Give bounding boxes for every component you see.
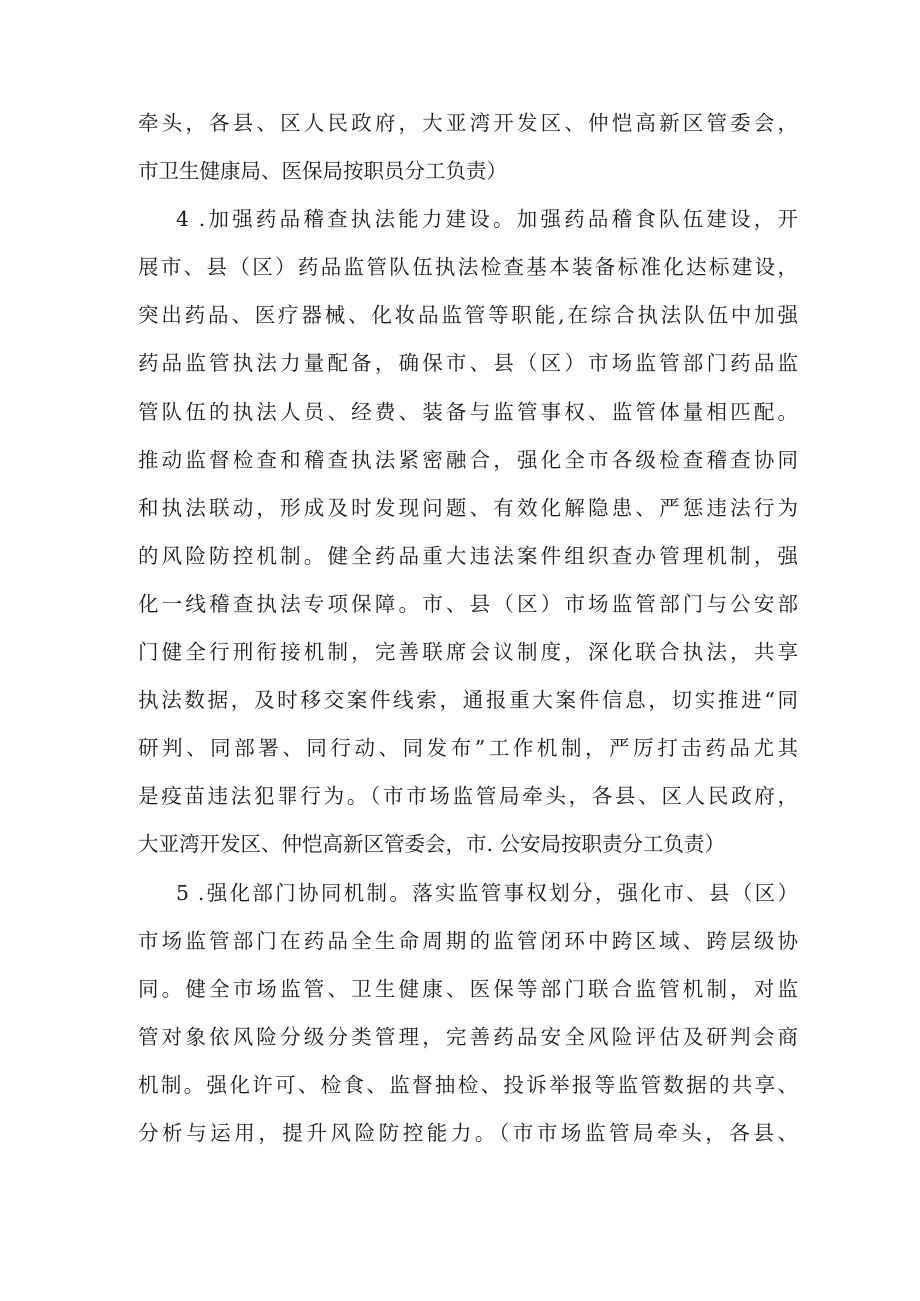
text-line: 是疫苗违法犯罪行为。（市市场监管局牵头，各县、区人民政府， [138,784,798,809]
text-line: 管队伍的执法人员、经费、装备与监管事权、监管体量相匹配。 [138,399,798,424]
text-line: 突出药品、医疗器械、化妆品监管等职能,在综合执法队伍中加强 [138,303,798,328]
text-line: 管对象依风险分级分类管理，完善药品安全风险评估及研判会商 [138,1024,798,1049]
document-body [138,99,798,1157]
text-line: 推动监督检查和稽查执法紧密融合，强化全市各级检查稽查协同 [138,447,798,472]
paragraph-first-line: 5 .强化部门协同机制。落实监管事权划分，强化市、县（区） [176,880,798,905]
text-line: 大亚湾开发区、仲恺高新区管委会，市. 公安局按职责分工负责） [138,832,726,857]
text-line: 化一线稽查执法专项保障。市、县（区）市场监管部门与公安部 [138,591,798,616]
text-line: 同。健全市场监管、卫生健康、医保等部门联合监管机制，对监 [138,976,798,1001]
text-line: 机制。强化许可、检食、监督抽检、投诉举报等监管数据的共享、 [138,1072,798,1097]
paragraph-first-line: 4 .加强药品稽查执法能力建设。加强药品稽食队伍建设，开 [176,207,798,232]
text-line: 市场监管部门在药品全生命周期的监管闭环中跨区域、跨层级协 [138,928,798,953]
text-line: 的风险防控机制。健全药品重大违法案件组织查办管理机制，强 [138,543,798,568]
text-line: 和执法联动，形成及时发现问题、有效化解隐患、严惩违法行为 [138,495,798,520]
text-line: 牵头，各县、区人民政府，大亚湾开发区、仲恺高新区管委会， [138,111,798,135]
text-line: 门健全行刑衔接机制，完善联席会议制度，深化联合执法，共享 [138,640,798,665]
text-line: 分析与运用，提升风险防控能力。（市市场监管局牵头，各县、 [138,1120,798,1145]
text-line: 展市、县（区）药品监管队伍执法检查基本装备标准化达标建设， [138,255,798,280]
text-line: 药品监管执法力量配备，确保市、县（区）市场监管部门药品监 [138,351,798,376]
text-line: 市卫生健康局、医保局按职员分工负责） [138,159,507,184]
text-line: 研判、同部署、同行动、同发布”工作机制，严厉打击药品尤其 [138,736,798,761]
text-line: 执法数据，及时移交案件线索，通报重大案件信息，切实推进“同 [138,688,798,713]
